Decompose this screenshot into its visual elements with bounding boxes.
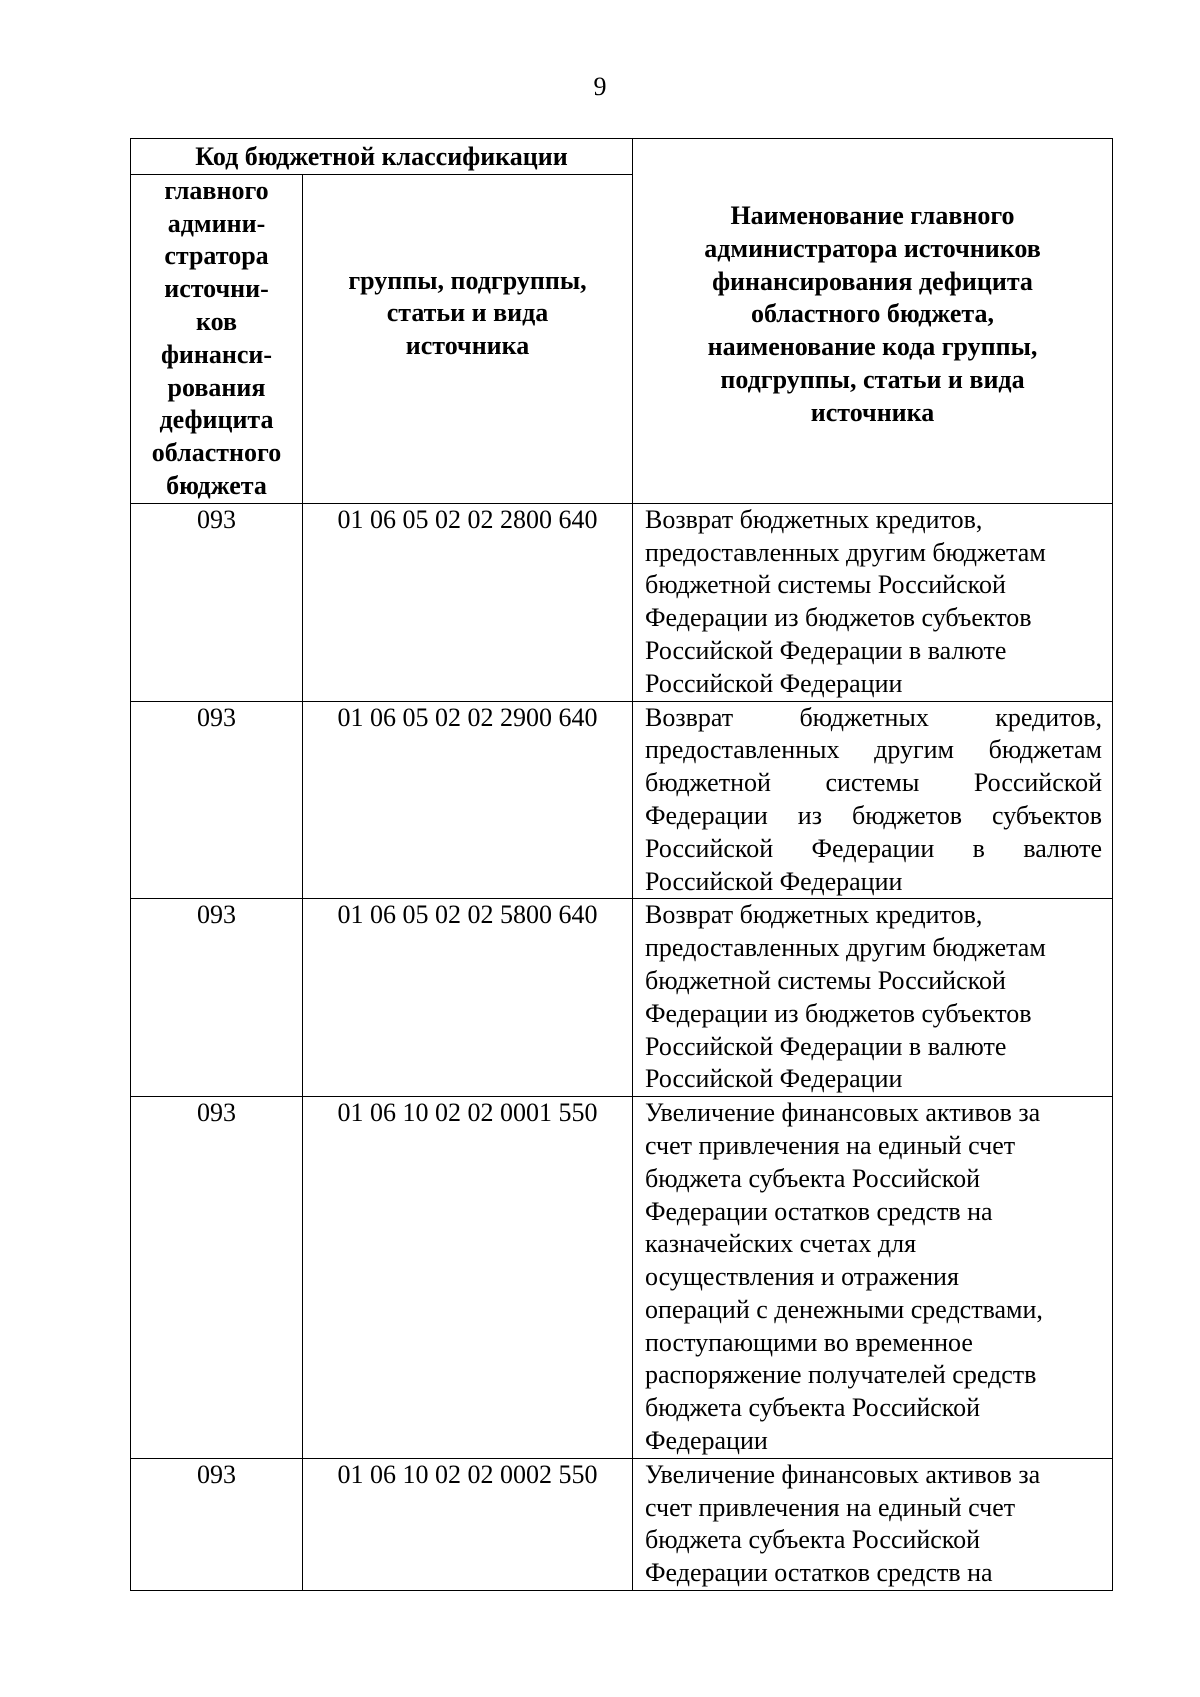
- name-line: Российской Федерации в валюте: [645, 635, 1007, 665]
- name-line: Федерации из бюджетов субъектов: [645, 603, 1032, 633]
- header-text-line: финанси-: [160, 339, 273, 369]
- name-line: казначейских счетах для: [645, 1229, 917, 1259]
- name-line: распоряжение получателей средств: [645, 1360, 1037, 1390]
- name-line: Федерации из бюджетов субъектов: [645, 998, 1032, 1028]
- name-line: Увеличение финансовых активов за: [645, 1098, 1041, 1128]
- name-line: Федерации: [645, 1426, 768, 1456]
- header-text-line: областного: [151, 438, 282, 468]
- header-text-line: источника: [810, 397, 935, 427]
- name-line: бюджета субъекта Российской: [645, 1163, 981, 1193]
- table-row: [131, 1458, 1113, 1590]
- name-line: Возврат бюджетных кредитов,: [645, 702, 1102, 732]
- admin-code-cell: 093: [131, 701, 303, 899]
- header-text-line: финансирования дефицита: [712, 266, 1033, 296]
- name-line: предоставленных другим бюджетам: [645, 735, 1102, 765]
- name-line: Российской Федерации в валюте: [645, 833, 1102, 863]
- name-line: бюджета субъекта Российской: [645, 1393, 981, 1423]
- header-admin-column: [131, 174, 303, 503]
- name-line: предоставленных другим бюджетам: [645, 933, 1046, 963]
- header-text-line: стратора: [164, 241, 269, 271]
- page-number: 9: [593, 72, 607, 101]
- source-name-cell: [633, 1097, 1113, 1459]
- header-name-column: [633, 139, 1113, 504]
- table-row: [131, 503, 1113, 701]
- classification-code-cell: 01 06 05 02 02 5800 640: [303, 899, 633, 1097]
- source-name-cell: [633, 899, 1113, 1097]
- header-text-line: Наименование главного: [730, 201, 1015, 231]
- name-line: Федерации остатков средств на: [645, 1558, 993, 1588]
- name-line: Российской Федерации: [645, 1064, 903, 1094]
- header-text-line: админи-: [167, 208, 266, 238]
- name-line: предоставленных другим бюджетам: [645, 537, 1046, 567]
- name-line: Российской Федерации: [645, 668, 903, 698]
- name-line: Возврат бюджетных кредитов,: [645, 900, 983, 930]
- name-line: Российской Федерации: [645, 866, 903, 896]
- header-text-line: наименование кода группы,: [707, 332, 1038, 362]
- header-text-line: ков: [195, 306, 238, 336]
- classification-code-cell: 01 06 05 02 02 2800 640: [303, 503, 633, 701]
- header-text-line: дефицита: [159, 405, 274, 435]
- name-line: Федерации из бюджетов субъектов: [645, 800, 1102, 830]
- name-line: бюджетной системы Российской: [645, 768, 1102, 798]
- name-line: бюджетной системы Российской: [645, 965, 1006, 995]
- header-group-column: [303, 174, 633, 503]
- header-text-line: источни-: [164, 274, 269, 304]
- name-line: Возврат бюджетных кредитов,: [645, 504, 983, 534]
- table-row: [131, 1097, 1113, 1459]
- header-text-line: главного: [164, 175, 269, 205]
- name-line: осуществления и отражения: [645, 1262, 959, 1292]
- header-text-line: группы, подгруппы,: [348, 265, 587, 295]
- header-text-line: статьи и вида: [386, 298, 549, 328]
- header-text-line: областного бюджета,: [750, 299, 995, 329]
- name-line: бюджета субъекта Российской: [645, 1525, 981, 1555]
- header-text-line: источника: [405, 331, 530, 361]
- name-line: счет привлечения на единый счет: [645, 1492, 1016, 1522]
- name-line: операций с денежными средствами,: [645, 1294, 1043, 1324]
- header-text-line: администратора источников: [704, 233, 1041, 263]
- classification-code-cell: 01 06 05 02 02 2900 640: [303, 701, 633, 899]
- admin-code-cell: 093: [131, 503, 303, 701]
- name-line: Федерации остатков средств на: [645, 1196, 993, 1226]
- name-line: бюджетной системы Российской: [645, 570, 1006, 600]
- header-text-line: подгруппы, статьи и вида: [720, 365, 1025, 395]
- name-line: Увеличение финансовых активов за: [645, 1459, 1041, 1489]
- name-line: счет привлечения на единый счет: [645, 1130, 1016, 1160]
- table-row: [131, 899, 1113, 1097]
- table-row: [131, 701, 1113, 899]
- header-text-line: рования: [167, 372, 266, 402]
- header-row-top: [131, 139, 1113, 175]
- name-line: Российской Федерации в валюте: [645, 1031, 1007, 1061]
- source-name-cell: [633, 503, 1113, 701]
- source-name-cell: [633, 701, 1113, 899]
- header-text-line: бюджета: [166, 470, 267, 500]
- budget-classification-table: [130, 138, 1113, 1591]
- header-group-title: Код бюджетной классификации: [131, 139, 633, 175]
- source-name-cell: [633, 1458, 1113, 1590]
- name-line: поступающими во временное: [645, 1327, 973, 1357]
- admin-code-cell: 093: [131, 899, 303, 1097]
- classification-code-cell: 01 06 10 02 02 0001 550: [303, 1097, 633, 1459]
- admin-code-cell: 093: [131, 1458, 303, 1590]
- admin-code-cell: 093: [131, 1097, 303, 1459]
- classification-code-cell: 01 06 10 02 02 0002 550: [303, 1458, 633, 1590]
